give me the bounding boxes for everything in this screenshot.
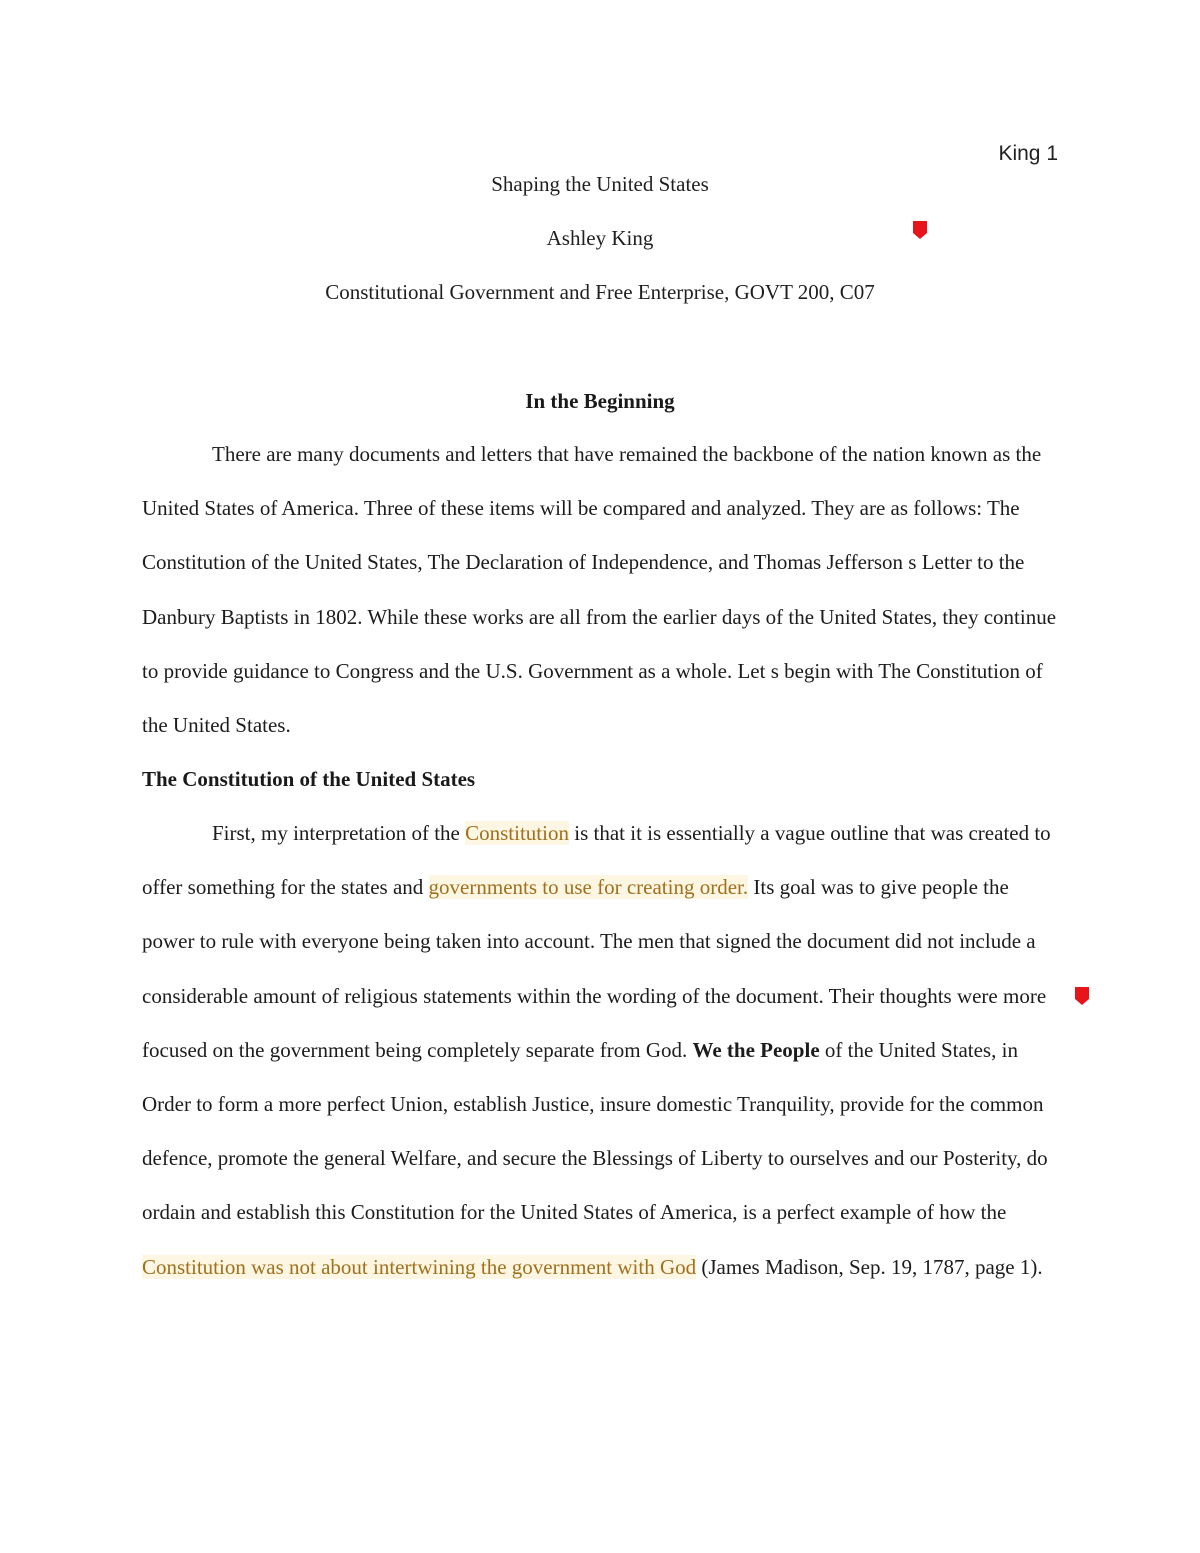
highlighted-text[interactable]: Constitution [465, 821, 569, 845]
text-run: (James Madison, Sep. 19, 1787, page 1). [696, 1254, 1043, 1279]
highlighted-text[interactable]: Constitution was not about intertwining the government with God [142, 1254, 697, 1279]
section1-paragraph: There are many documents and letters that have remained the backbone of the nation known as the United States of America. Three of these items will be compared and analyzed. They are as follows: The Constitution of the United States, The Declaration of Independence, and Thomas Jefferson s Letter to the Danbury Baptists in 1802. While these works are all from the earlier days of the United States, they continue to provide guidance to Congress and the U.S. Government as a whole. Let s begin with The Constitution of the United States. [142, 442, 1057, 738]
comment-marker-icon[interactable] [913, 221, 927, 239]
author-name: Ashley King [546, 226, 654, 250]
text-run: First, my interpretation of the [212, 821, 466, 845]
paper-title: Shaping the United States [491, 172, 709, 196]
section2-paragraph [142, 806, 1062, 1294]
section2-body [142, 806, 1062, 1294]
section1-body [142, 427, 1062, 752]
section-heading-constitution: The Constitution of the United States [142, 767, 476, 791]
text-run: of the United States, in Order to form a more perfect Union, establish Justice, insure domestic Tranquility, provide for the common defence, promote the general Welfare, and secure the Blessings of Liberty to ourselves and our Posterity, do ordain and establish this Constitution for the United States of America, is a perfect example of how the [142, 1037, 1048, 1225]
comment-marker-icon[interactable] [1075, 987, 1089, 1005]
section-heading-beginning: In the Beginning [525, 389, 675, 413]
text-run: Its goal was to give people the power to rule with everyone being taken into account. The men that signed the document did not include a considerable amount of religious statements within the wording of the document. Their thoughts were more focused on the government being completely separate from God. [142, 875, 1047, 1062]
course-name: Constitutional Government and Free Enterprise, GOVT 200, C07 [325, 280, 875, 304]
highlighted-text[interactable]: governments to use for creating order. [428, 875, 749, 900]
bold-quote-text: We the People [692, 1037, 820, 1062]
page-header-label: King 1 [998, 142, 1058, 165]
text-run: is that it is essentially a vague outline that was created to offer something for the states and [142, 821, 1051, 900]
